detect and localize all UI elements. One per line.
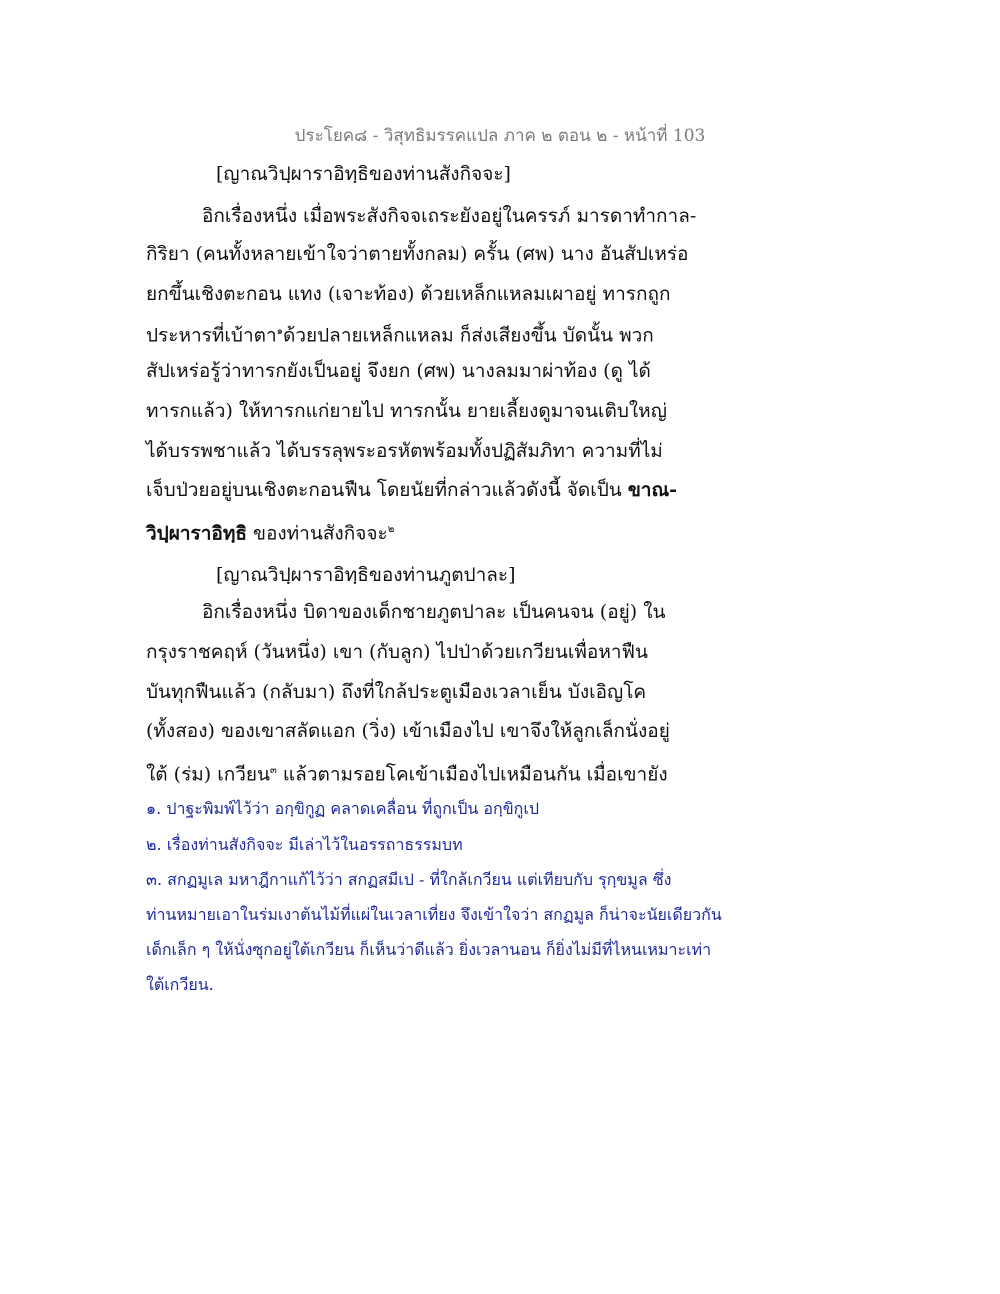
line-text: ของท่านสังกิจจะ	[246, 522, 388, 545]
paragraph-line: ได้บรรพชาแล้ว ได้บรรลุพระอรหัตพร้อมทั้งปฏิสัมภิทา ความที่ไม่	[146, 440, 663, 462]
bold-term: วิปฺผาราอิทฺธิ	[146, 522, 247, 545]
paragraph-line	[146, 516, 394, 547]
paragraph-line: ทารกแล้ว) ให้ทารกแก่ยายไป ทารกนั้น ยายเลี้ยงดูมาจนเติบใหญ่	[146, 400, 667, 422]
footnote-marker: ๓	[270, 765, 277, 776]
section-heading-sankicca: [ญาณวิปฺผาราอิทฺธิของท่านสังกิจจะ]	[216, 163, 511, 185]
paragraph-line	[146, 757, 668, 788]
footnote-2: ๒. เรื่องท่านสังกิจจะ มีเล่าไว้ในอรรถาธรรมบท	[146, 835, 463, 854]
paragraph-line	[146, 476, 677, 504]
footnote-marker: ๑	[276, 326, 283, 337]
footnote-3-continued: เด็กเล็ก ๆ ให้นั่งซุกอยู่ใต้เกวียน ก็เห็นว่าดีแล้ว ยิ่งเวลานอน ก็ยิ่งไม่มีที่ไหนเหมาะเท่า	[146, 940, 712, 959]
paragraph-line: กรุงราชคฤห์ (วันหนึ่ง) เขา (กับลูก) ไปป่าด้วยเกวียนเพื่อหาฟืน	[146, 641, 648, 663]
running-header: ประโยค๘ - วิสุทธิมรรคแปล ภาค ๒ ตอน ๒ - หน้าที่ 103	[294, 126, 706, 146]
paragraph-line: อิกเรื่องหนึ่ง บิดาของเด็กชายภูตปาละ เป็นคนจน (อยู่) ใน	[202, 601, 666, 623]
paragraph-line: กิริยา (คนทั้งหลายเข้าใจว่าตายทั้งกลม) ครั้น (ศพ) นาง อันสัปเหร่อ	[146, 243, 689, 265]
paragraph-line: อิกเรื่องหนึ่ง เมื่อพระสังกิจจเถระยังอยู่ในครรภ์ มารดาทำกาล-	[202, 205, 697, 227]
paragraph-line	[146, 318, 654, 349]
paragraph-line: ยกขึ้นเชิงตะกอน แทง (เจาะท้อง) ด้วยเหล็กแหลมเผาอยู่ ทารกถูก	[146, 283, 671, 305]
line-text: ใต้ (ร่ม) เกวียน	[146, 763, 271, 786]
footnote-1: ๑. ปาฐะพิมพ์ไว้ว่า อกฺขิกูฏ คลาดเคลื่อน ที่ถูกเป็น อกฺขิกูเป	[146, 799, 539, 818]
paragraph-line: บันทุกฟืนแล้ว (กลับมา) ถึงที่ใกล้ประตูเมืองเวลาเย็น บังเอิญโค	[146, 681, 647, 703]
footnote-3: ๓. สกฏมูเล มหาฎีกาแก้ไว้ว่า สกฏสมีเป - ที่ใกล้เกวียน แต่เทียบกับ รุกฺขมูล ซึ่ง	[146, 870, 672, 889]
footnote-marker: ๒	[387, 524, 395, 535]
footnote-3-continued: ใต้เกวียน.	[146, 975, 214, 994]
paragraph-line: สัปเหร่อรู้ว่าทารกยังเป็นอยู่ จึงยก (ศพ) นางลมมาผ่าท้อง (ดู ได้	[146, 360, 651, 382]
paragraph-line: (ทั้งสอง) ของเขาสลัดแอก (วิ่ง) เข้าเมืองไป เขาจึงให้ลูกเล็กนั่งอยู่	[146, 720, 670, 742]
footnote-3-continued: ท่านหมายเอาในร่มเงาต้นไม้ที่แผ่ในเวลาเที่ยง จึงเข้าใจว่า สกฏมูล ก็น่าจะนัยเดียวกัน	[146, 905, 722, 924]
bold-term: ขาณ-	[627, 479, 677, 501]
line-prefix: ประหารที่เบ้าตา	[146, 324, 277, 347]
line-rest: แล้วตามรอยโคเข้าเมืองไปเหมือนกัน เมื่อเขายัง	[276, 763, 668, 786]
section-heading-bhutapala: [ญาณวิปฺผาราอิทฺธิของท่านภูตปาละ]	[216, 564, 516, 586]
line-rest: ด้วยปลายเหล็กแหลม ก็ส่งเสียงขึ้น บัดนั้น พวก	[282, 324, 654, 347]
line-text: เจ็บป่วยอยู่บนเชิงตะกอนฟืน โดยนัยที่กล่าวแล้วดังนี้ จัดเป็น	[146, 479, 622, 501]
